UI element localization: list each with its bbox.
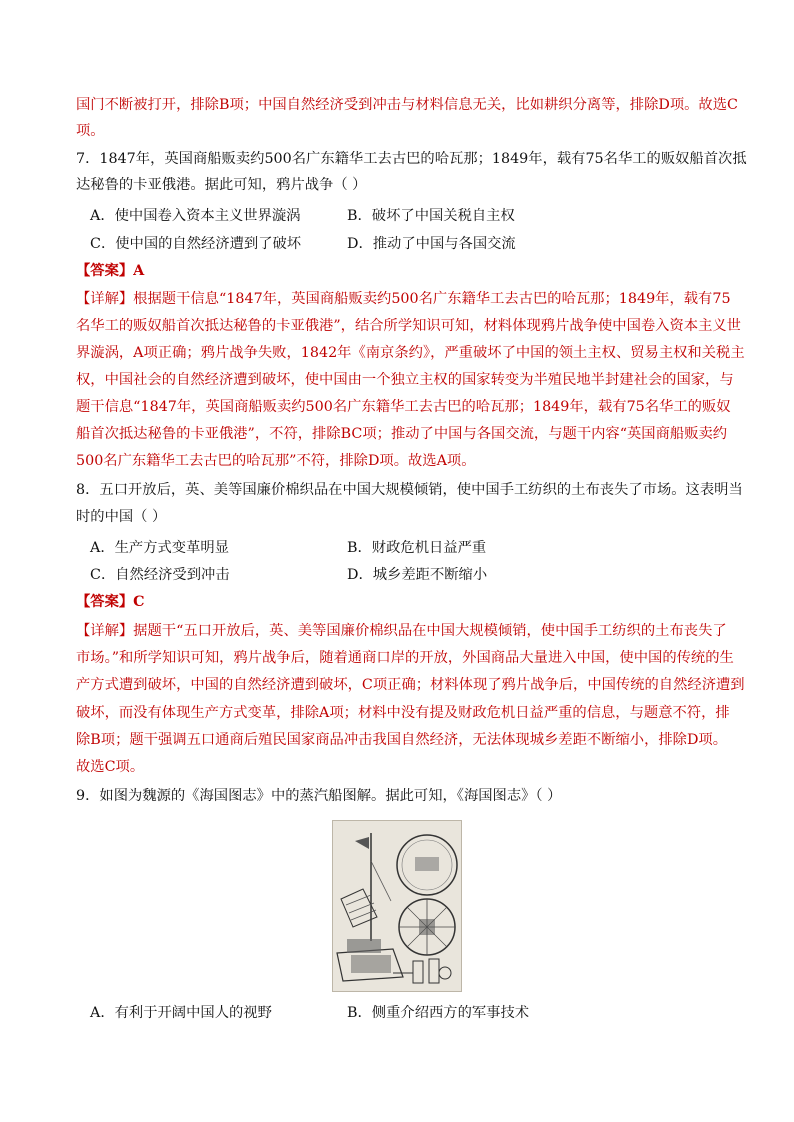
q8-explanation: 【详解】据题干“五口开放后，英、美等国廉价棉织品在中国大规模倾销，使中国手工纺织的土布丧失了 (76, 623, 727, 639)
question-9-stem: 9．如图为魏源的《海国图志》中的蒸汽船图解。据此可知，《海国图志》（ ） (76, 788, 562, 804)
q8-option-c: C．自然经济受到冲击 (90, 567, 230, 583)
q8-option-a: A．生产方式变革明显 (90, 540, 229, 556)
q7-answer: 【答案】A (76, 263, 145, 279)
q8-explanation: 产方式遭到破坏，中国的自然经济遭到破坏，C项正确；材料体现了鸦片战争后，中国传统的自然经济遭到 (76, 677, 745, 693)
question-8-stem: 时的中国（ ） (76, 509, 167, 525)
steamship-illustration (332, 820, 462, 992)
q8-explanation: 故选C项。 (76, 759, 145, 775)
explanation-line: 国门不断被打开，排除B项；中国自然经济受到冲击与材料信息无关，比如耕织分离等，排除D项。故选C (76, 97, 738, 113)
q7-explanation: 500名广东籍华工去古巴的哈瓦那”不符，排除D项。故选A项。 (76, 453, 476, 469)
explanation-line: 项。 (76, 123, 105, 139)
question-7-stem: 达秘鲁的卡亚俄港。据此可知，鸦片战争（ ） (76, 177, 367, 193)
q7-option-b: B．破坏了中国关税自主权 (347, 208, 515, 224)
q7-explanation: 名华工的贩奴船首次抵达秘鲁的卡亚俄港”，结合所学知识可知，材料体现鸦片战争使中国卷入资本主义世 (76, 318, 741, 334)
q9-option-b: B．侧重介绍西方的军事技术 (347, 1005, 530, 1021)
q7-explanation: 【详解】根据题干信息“1847年，英国商船贩卖约500名广东籍华工去古巴的哈瓦那；1849年，载有75 (76, 291, 731, 307)
q7-option-d: D．推动了中国与各国交流 (347, 236, 516, 252)
q7-option-c: C．使中国的自然经济遭到了破坏 (90, 236, 302, 252)
q7-option-a: A．使中国卷入资本主义世界漩涡 (90, 208, 301, 224)
q8-option-d: D．城乡差距不断缩小 (347, 567, 488, 583)
q7-explanation: 船首次抵达秘鲁的卡亚俄港”，不符，排除BC项；推动了中国与各国交流，与题干内容“英国商船贩卖约 (76, 426, 728, 442)
q8-explanation: 除B项；题干强调五口通商后殖民国家商品冲击我国自然经济，无法体现城乡差距不断缩小，排除D项。 (76, 732, 728, 748)
question-8-stem: 8．五口开放后，英、美等国廉价棉织品在中国大规模倾销，使中国手工纺织的土布丧失了市场。这表明当 (76, 482, 743, 498)
question-7-stem: 7．1847年，英国商船贩卖约500名广东籍华工去古巴的哈瓦那；1849年，载有75名华工的贩奴船首次抵 (76, 151, 747, 167)
q7-explanation: 界漩涡，A项正确；鸦片战争失败，1842年《南京条约》，严重破坏了中国的领土主权、贸易主权和关税主 (76, 345, 745, 361)
q8-explanation: 市场。”和所学知识可知，鸦片战争后，随着通商口岸的开放，外国商品大量进入中国，使中国的传统的生 (76, 650, 734, 666)
q9-option-a: A．有利于开阔中国人的视野 (90, 1005, 272, 1021)
steamship-drawing (333, 821, 461, 991)
q8-option-b: B．财政危机日益严重 (347, 540, 487, 556)
q8-answer: 【答案】C (76, 594, 145, 610)
q7-explanation: 权，中国社会的自然经济遭到破坏，使中国由一个独立主权的国家转变为半殖民地半封建社会的国家，与 (76, 372, 734, 388)
q7-explanation: 题干信息“1847年，英国商船贩卖约500名广东籍华工去古巴的哈瓦那；1849年，载有75名华工的贩奴 (76, 399, 731, 415)
q8-explanation: 破坏，而没有体现生产方式变革，排除A项；材料中没有提及财政危机日益严重的信息，与题意不符，排 (76, 705, 730, 721)
